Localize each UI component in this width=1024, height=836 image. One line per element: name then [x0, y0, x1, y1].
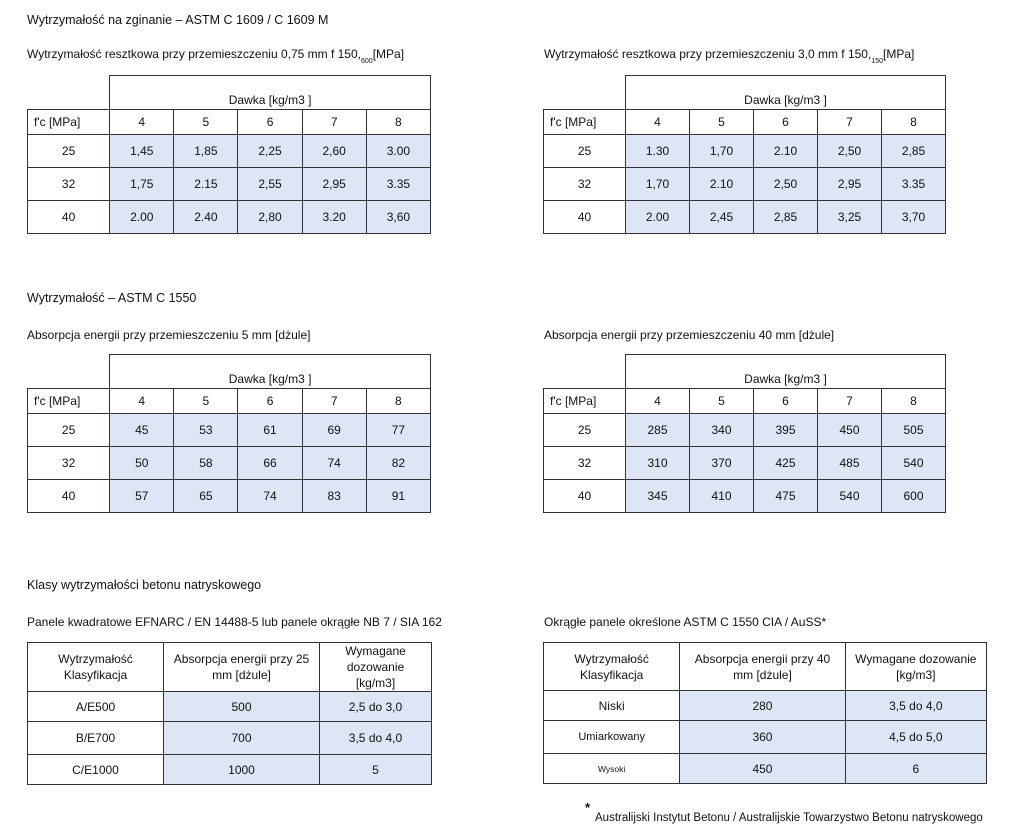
column-header — [680, 643, 845, 691]
fc-value: 32 — [544, 447, 626, 480]
table-row — [28, 135, 431, 168]
header-line: Klasyfikacja — [63, 668, 128, 682]
dose-value: 3,5 do 4,0 — [845, 691, 986, 721]
table-cell: 3.35 — [882, 168, 946, 201]
dose-header: Dawka [kg/m3 ] — [626, 355, 946, 389]
column-header — [320, 643, 432, 692]
caption-text: Wytrzymałość resztkowa przy przemieszczeniu 0,75 mm f 150, — [27, 47, 361, 61]
table-cell: 540 — [818, 480, 882, 513]
table-residual-075 — [27, 75, 431, 234]
header-line: Klasyfikacja — [579, 667, 644, 682]
header-line: Wytrzymałość — [574, 651, 649, 666]
table-row — [544, 201, 946, 234]
caption-subscript: 150 — [871, 58, 884, 65]
table-cell: 3,70 — [882, 201, 946, 234]
table-cell: 58 — [174, 447, 238, 480]
table-cell: 2.10 — [754, 135, 818, 168]
header-row — [28, 355, 431, 389]
header-line: [kg/m3] — [896, 667, 936, 682]
dose-row — [544, 389, 946, 414]
table-cell: 2,55 — [238, 168, 302, 201]
dose-value: 3,5 do 4,0 — [320, 722, 432, 755]
table-cell: 600 — [882, 480, 946, 513]
section-title-flexural: Wytrzymałość na zginanie – ASTM C 1609 / C 1609 M — [27, 13, 329, 27]
dose-value: 5 — [690, 389, 754, 414]
corner-cell — [28, 355, 110, 389]
table-cell: 2.00 — [626, 201, 690, 234]
dose-value: 4,5 do 5,0 — [845, 721, 986, 754]
header-row — [544, 355, 946, 389]
table-row — [544, 447, 946, 480]
table-cell: 1,85 — [174, 135, 238, 168]
class-name: A/E500 — [28, 692, 164, 722]
energy-value: 360 — [680, 721, 845, 754]
column-header — [544, 643, 680, 691]
dose-value: 2,5 do 3,0 — [320, 692, 432, 722]
table-energy-5mm — [27, 354, 431, 513]
dose-value: 5 — [174, 389, 238, 414]
dose-value: 8 — [882, 389, 946, 414]
dose-value: 5 — [174, 110, 238, 135]
class-name: B/E700 — [28, 722, 164, 755]
table-cell: 340 — [690, 414, 754, 447]
table-cell: 2,95 — [818, 168, 882, 201]
header-row — [544, 643, 987, 691]
column-header — [28, 643, 164, 692]
table-cell: 2,85 — [882, 135, 946, 168]
caption-energy-5mm: Absorpcja energii przy przemieszczeniu 5 mm [dżule] — [27, 328, 311, 342]
table-cell: 505 — [882, 414, 946, 447]
corner-cell — [544, 355, 626, 389]
fc-header: f'c [MPa] — [28, 389, 110, 414]
table-cell: 82 — [366, 447, 430, 480]
table-row — [28, 168, 431, 201]
table-cell: 2.40 — [174, 201, 238, 234]
dose-row — [28, 110, 431, 135]
table-cell: 91 — [366, 480, 430, 513]
table-cell: 410 — [690, 480, 754, 513]
class-name: Umiarkowany — [544, 721, 680, 754]
corner-cell — [28, 76, 110, 110]
table-row — [544, 168, 946, 201]
header-row — [28, 76, 431, 110]
fc-header: f'c [MPa] — [544, 110, 626, 135]
header-line: mm [dżule] — [212, 668, 271, 682]
table-cell: 3.20 — [302, 201, 366, 234]
table-cell: 77 — [366, 414, 430, 447]
footnote-marker: * — [585, 800, 591, 815]
dose-value: 6 — [238, 110, 302, 135]
header-line: Wytrzymałość — [58, 652, 133, 666]
caption-residual-075 — [27, 47, 405, 65]
table-cell: 310 — [626, 447, 690, 480]
table-cell: 3,60 — [366, 201, 430, 234]
table-cell: 45 — [110, 414, 174, 447]
caption-energy-40mm: Absorpcja energii przy przemieszczeniu 40 mm [dżule] — [544, 328, 835, 342]
table-cell: 57 — [110, 480, 174, 513]
table-cell: 2,25 — [238, 135, 302, 168]
table-cell: 2,45 — [690, 201, 754, 234]
caption-efnarc-panels: Panele kwadratowe EFNARC / EN 14488-5 lub panele okrągłe NB 7 / SIA 162 — [27, 615, 442, 629]
table-cell: 83 — [302, 480, 366, 513]
table-row — [28, 692, 432, 722]
table-row — [28, 414, 431, 447]
table-cell: 370 — [690, 447, 754, 480]
dose-row — [544, 110, 946, 135]
fc-value: 40 — [28, 201, 110, 234]
fc-header: f'c [MPa] — [28, 110, 110, 135]
footnote-text: Australijski Instytut Betonu / Australijskie Towarzystwo Betonu natryskowego — [595, 812, 983, 824]
fc-value: 32 — [28, 447, 110, 480]
table-cell: 540 — [882, 447, 946, 480]
dose-value: 4 — [110, 389, 174, 414]
dose-value: 6 — [238, 389, 302, 414]
dose-header: Dawka [kg/m3 ] — [110, 76, 431, 110]
class-name: C/E1000 — [28, 755, 164, 785]
energy-value: 450 — [680, 754, 845, 784]
energy-value: 1000 — [164, 755, 320, 785]
dose-value: 7 — [302, 110, 366, 135]
fc-value: 25 — [28, 414, 110, 447]
caption-residual-30 — [544, 47, 915, 65]
caption-astm-panels: Okrągłe panele określone ASTM C 1550 CIA / AuSS* — [544, 615, 827, 629]
table-cell: 395 — [754, 414, 818, 447]
class-name: Niski — [544, 691, 680, 721]
header-row — [544, 76, 946, 110]
fc-value: 25 — [544, 135, 626, 168]
table-residual-30 — [543, 75, 946, 234]
table-cell: 1,75 — [110, 168, 174, 201]
energy-value: 500 — [164, 692, 320, 722]
table-cell: 425 — [754, 447, 818, 480]
table-row — [544, 480, 946, 513]
section-title-classes: Klasy wytrzymałości betonu natryskowego — [27, 578, 262, 592]
table-cell: 2,95 — [302, 168, 366, 201]
table-row — [544, 721, 987, 754]
table-cell: 345 — [626, 480, 690, 513]
header-line: Wymagane dozowanie — [855, 651, 977, 666]
table-row — [544, 754, 987, 784]
header-row — [28, 643, 432, 692]
dose-header: Dawka [kg/m3 ] — [626, 76, 946, 110]
table-cell: 69 — [302, 414, 366, 447]
energy-value: 280 — [680, 691, 845, 721]
dose-value: 6 — [845, 754, 986, 784]
dose-value: 4 — [110, 110, 174, 135]
section-title-astm-c1550: Wytrzymałość – ASTM C 1550 — [27, 291, 197, 305]
dose-value: 5 — [320, 755, 432, 785]
dose-header: Dawka [kg/m3 ] — [110, 355, 431, 389]
table-cell: 2.15 — [174, 168, 238, 201]
dose-value: 7 — [302, 389, 366, 414]
fc-value: 32 — [544, 168, 626, 201]
table-efnarc-classes — [27, 642, 432, 785]
header-line: Absorpcja energii przy 25 — [173, 652, 310, 666]
table-cell: 485 — [818, 447, 882, 480]
fc-value: 40 — [544, 201, 626, 234]
header-line: Wymagane dozowanie — [345, 644, 406, 674]
column-header — [845, 643, 986, 691]
table-cell: 1,70 — [690, 135, 754, 168]
table-cell: 475 — [754, 480, 818, 513]
table-row — [28, 480, 431, 513]
table-cell: 2,80 — [238, 201, 302, 234]
table-cell: 1,45 — [110, 135, 174, 168]
fc-value: 40 — [544, 480, 626, 513]
table-row — [544, 135, 946, 168]
fc-value: 40 — [28, 480, 110, 513]
dose-value: 6 — [754, 389, 818, 414]
dose-value: 7 — [818, 110, 882, 135]
dose-value: 8 — [366, 389, 430, 414]
table-cell: 2,50 — [818, 135, 882, 168]
column-header — [164, 643, 320, 692]
header-line: Absorpcja energii przy 40 — [694, 651, 831, 666]
table-cell: 1,70 — [626, 168, 690, 201]
dose-value: 7 — [818, 389, 882, 414]
table-row — [28, 447, 431, 480]
dose-value: 4 — [626, 389, 690, 414]
table-cell: 2,85 — [754, 201, 818, 234]
table-astm-classes — [543, 642, 987, 784]
table-cell: 3,25 — [818, 201, 882, 234]
table-cell: 2,60 — [302, 135, 366, 168]
energy-value: 700 — [164, 722, 320, 755]
table-cell: 1.30 — [626, 135, 690, 168]
header-line: mm [dżule] — [733, 667, 792, 682]
table-row — [544, 691, 987, 721]
table-row — [28, 755, 432, 785]
table-row — [28, 722, 432, 755]
fc-value: 25 — [28, 135, 110, 168]
table-cell: 74 — [238, 480, 302, 513]
class-name: Wysoki — [544, 754, 680, 784]
table-energy-40mm — [543, 354, 946, 513]
fc-value: 25 — [544, 414, 626, 447]
table-cell: 285 — [626, 414, 690, 447]
table-cell: 61 — [238, 414, 302, 447]
dose-value: 5 — [690, 110, 754, 135]
table-cell: 50 — [110, 447, 174, 480]
table-row — [544, 414, 946, 447]
table-cell: 74 — [302, 447, 366, 480]
header-line: [kg/m3] — [355, 676, 396, 690]
caption-unit: [MPa] — [883, 47, 915, 61]
dose-value: 8 — [882, 110, 946, 135]
table-cell: 66 — [238, 447, 302, 480]
dose-value: 4 — [626, 110, 690, 135]
dose-value: 8 — [366, 110, 430, 135]
caption-subscript: 600 — [361, 58, 373, 65]
fc-header: f'c [MPa] — [544, 389, 626, 414]
table-cell: 53 — [174, 414, 238, 447]
table-cell: 3.35 — [366, 168, 430, 201]
caption-unit: [MPa] — [372, 47, 405, 61]
table-cell: 3.00 — [366, 135, 430, 168]
table-cell: 2.10 — [690, 168, 754, 201]
fc-value: 32 — [28, 168, 110, 201]
table-cell: 2,50 — [754, 168, 818, 201]
caption-text: Wytrzymałość resztkowa przy przemieszczeniu 3,0 mm f 150, — [544, 47, 872, 61]
table-cell: 65 — [174, 480, 238, 513]
dose-value: 6 — [754, 110, 818, 135]
dose-row — [28, 389, 431, 414]
table-cell: 2.00 — [110, 201, 174, 234]
table-row — [28, 201, 431, 234]
table-cell: 450 — [818, 414, 882, 447]
corner-cell — [544, 76, 626, 110]
